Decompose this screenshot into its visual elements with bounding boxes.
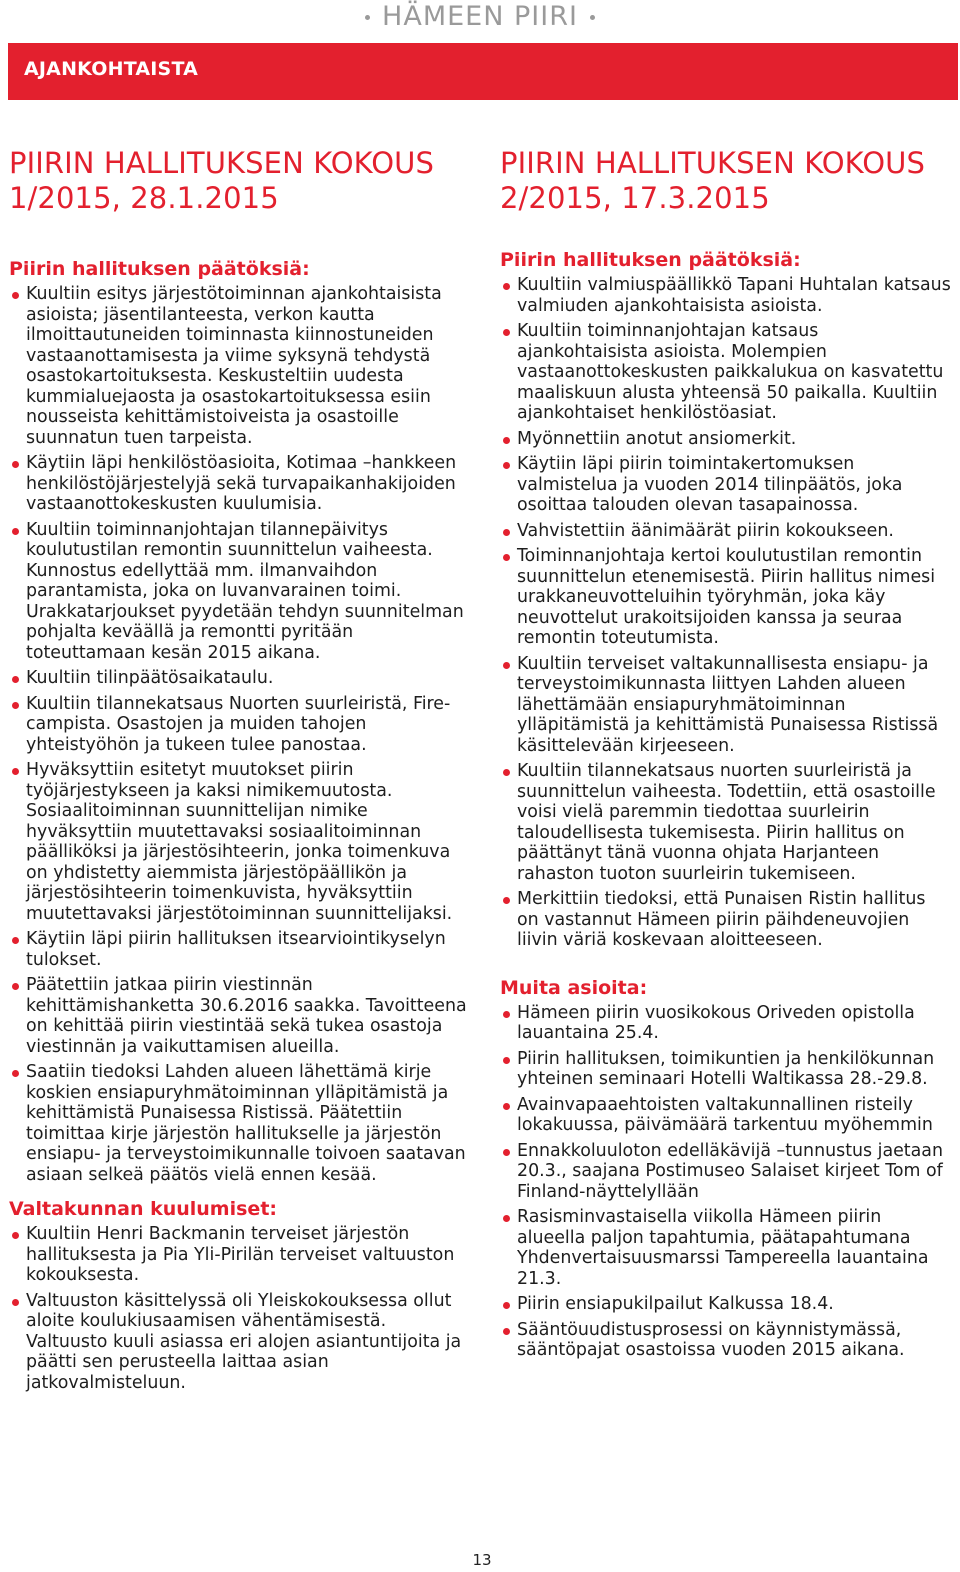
list-item: Vahvistettiin äänimäärät piirin kokoukseen. <box>500 521 952 542</box>
header-title: HÄMEEN PIIRI <box>382 1 578 32</box>
page-header <box>0 0 960 36</box>
list-item: Kuultiin Henri Backmanin terveiset järjestön hallituksesta ja Pia Yli-Pirilän terveiset valtuuston kokouksesta. <box>9 1224 469 1286</box>
list-item: Kuultiin tilannekatsaus nuorten suurleiristä ja suunnittelun vaiheesta. Todettiin, että osastoille voisi vielä paremmin tiedottaa suurleirin taloudellisesta tukemisesta. Piirin hallitus on päättänyt tänä vuonna ohjata Harjanteen rahaston tuoton suurleirin tukemiseen. <box>500 761 952 884</box>
right-section1-heading: Piirin hallituksen päätöksiä: <box>500 249 801 271</box>
right-section2-heading: Muita asioita: <box>500 976 648 999</box>
list-item: Valtuuston käsittelyssä oli Yleiskokouksessa ollut aloite koulukiusaamisen vähentämisestä. Valtuusto kuuli asiassa eri alojen asiantuntijoita ja päätti sen perusteella laittaa asian jatkovalmisteluun. <box>9 1291 469 1394</box>
list-item: Ennakkoluuloton edelläkävijä –tunnustus jaetaan 20.3., saajana Postimuseo Salaiset kirjeet Tom of Finland-näyttelyllään <box>500 1141 952 1203</box>
list-item: Kuultiin tilinpäätösaikataulu. <box>9 668 469 689</box>
left-section2-list <box>9 1224 469 1393</box>
list-item: Saatiin tiedoksi Lahden alueen lähettämä kirje koskien ensiapuryhmätoiminnan ylläpitämistä ja kehittämistä Punaisessa Ristissä. Päätettiin toimittaa kirje järjestön hallitukselle ja järjestön ensiapu- ja terveystoimikunnalle toivoen saatavan asiaan selkeä päätös vielä ennen kesää. <box>9 1062 469 1185</box>
left-title-line2: 1/2015, 28.1.2015 <box>9 181 279 215</box>
left-title <box>9 146 469 216</box>
list-item: Toiminnanjohtaja kertoi koulutustilan remontin suunnittelun etenemisestä. Piirin hallitus nimesi urakkaneuvotteluihin työryhmän, joka käy neuvottelut urakoitsijoiden kanssa ja seuraa remontin toteutumista. <box>500 546 952 649</box>
list-item: Kuultiin terveiset valtakunnallisesta ensiapu- ja terveystoimikunnasta liittyen Lahden alueen lähettämään ensiapuryhmätoiminnan ylläpitämistä ja kehittämistä Punaisessa Ristissä käsittelevään kirjeeseen. <box>500 654 952 757</box>
list-item: Kuultiin toiminnanjohtajan tilannepäivitys koulutustilan remontin suunnittelun vaiheesta. Kunnostus edellyttää mm. ilmanvaihdon parantamista, joka on luvanvarainen toimi. Urakkatarjoukset pyydetään tehdyn suunnitelman pohjalta keväällä ja remontti pyritään toteuttamaan kesän 2015 aikana. <box>9 520 469 664</box>
list-item: Avainvapaaehtoisten valtakunnallinen risteily lokakuussa, päivämäärä tarkentuu myöhemmin <box>500 1095 952 1136</box>
banner-label: AJANKOHTAISTA <box>24 58 199 80</box>
page-number: 13 <box>472 1551 492 1569</box>
right-column <box>500 146 952 1366</box>
list-item: Kuultiin tilannekatsaus Nuorten suurleiristä, Fire-campista. Osastojen ja muiden tahojen yhteistyöhön ja tukeen tulee panostaa. <box>9 694 469 756</box>
right-section2-list <box>500 1003 952 1361</box>
list-item: Käytiin läpi piirin toimintakertomuksen valmistelua ja vuoden 2014 tilinpäätös, joka osoittaa talouden olevan tasapainossa. <box>500 454 952 516</box>
list-item: Merkittiin tiedoksi, että Punaisen Ristin hallitus on vastannut Hämeen piirin päihdeneuvojien liivin väriä koskevaan aloitteeseen. <box>500 889 952 951</box>
right-title <box>500 146 952 216</box>
list-item: Rasisminvastaisella viikolla Hämeen piirin alueella paljon tapahtumia, päätapahtumana Yhdenvertaisuusmarssi Tampereella lauantaina 21.3. <box>500 1207 952 1289</box>
bullet-dot-icon <box>590 15 595 20</box>
left-title-line1: PIIRIN HALLITUKSEN KOKOUS <box>9 146 434 180</box>
left-section1-list <box>9 284 469 1185</box>
list-item: Käytiin läpi henkilöstöasioita, Kotimaa –hankkeen henkilöstöjärjestelyjä sekä turvapaikanhakijoiden vastaanottokeskusten kuulumisia. <box>9 453 469 515</box>
list-item: Myönnettiin anotut ansiomerkit. <box>500 429 952 450</box>
list-item: Piirin hallituksen, toimikuntien ja henkilökunnan yhteinen seminaari Hotelli Waltikassa 28.-29.8. <box>500 1049 952 1090</box>
list-item: Piirin ensiapukilpailut Kalkussa 18.4. <box>500 1294 952 1315</box>
list-item: Kuultiin toiminnanjohtajan katsaus ajankohtaisista asioista. Molempien vastaanottokeskusten paikkalukua on kasvatettu maaliskuun alusta yhteensä 50 paikalla. Kuultiin ajankohtaiset henkilöstöasiat. <box>500 321 952 424</box>
list-item: Käytiin läpi piirin hallituksen itsearviointikyselyn tulokset. <box>9 929 469 970</box>
list-item: Hyväksyttiin esitetyt muutokset piirin työjärjestykseen ja kaksi nimikemuutosta. Sosiaalitoiminnan suunnittelijan nimike hyväksyttiin muutettavaksi sosiaalitoiminnan päälliköksi ja järjestösihteerin, jonka toimenkuva on yhdistetty aiemmista järjestöpäällikön ja järjestösihteerin toimenkuvista, hyväksyttiin muutettavaksi järjestötoiminnan suunnittelijaksi. <box>9 760 469 924</box>
left-column <box>9 146 469 1398</box>
list-item: Sääntöuudistusprosessi on käynnistymässä, sääntöpajat osastoissa vuoden 2015 aikana. <box>500 1320 952 1361</box>
bullet-dot-icon <box>365 15 370 20</box>
list-item: Hämeen piirin vuosikokous Oriveden opistolla lauantaina 25.4. <box>500 1003 952 1044</box>
list-item: Kuultiin valmiuspäällikkö Tapani Huhtalan katsaus valmiuden ajankohtaisista asioista. <box>500 275 952 316</box>
left-section1-heading: Piirin hallituksen päätöksiä: <box>9 258 310 280</box>
left-section2-heading: Valtakunnan kuulumiset: <box>9 1198 277 1220</box>
right-section1-list <box>500 275 952 951</box>
list-item: Päätettiin jatkaa piirin viestinnän kehittämishanketta 30.6.2016 saakka. Tavoitteena on kehittää piirin viestintää sekä tukea osastoja viestinnän ja vaikuttamisen alueilla. <box>9 975 469 1057</box>
right-title-line2: 2/2015, 17.3.2015 <box>500 181 770 215</box>
section-banner <box>8 43 958 100</box>
list-item: Kuultiin esitys järjestötoiminnan ajankohtaisista asioista; jäsentilanteesta, verkon kautta ilmoittautuneiden toiminnasta kiinnostuneiden vastaanottamisesta ja viime syksynä tehdystä osastokartoituksesta. Keskusteltiin uudesta kummialuejaosta ja osastokartoituksessa esiin nousseista kehittämistoiveista ja osastoille suunnatun tuen tarpeista. <box>9 284 469 448</box>
right-title-line1: PIIRIN HALLITUKSEN KOKOUS <box>500 146 925 180</box>
